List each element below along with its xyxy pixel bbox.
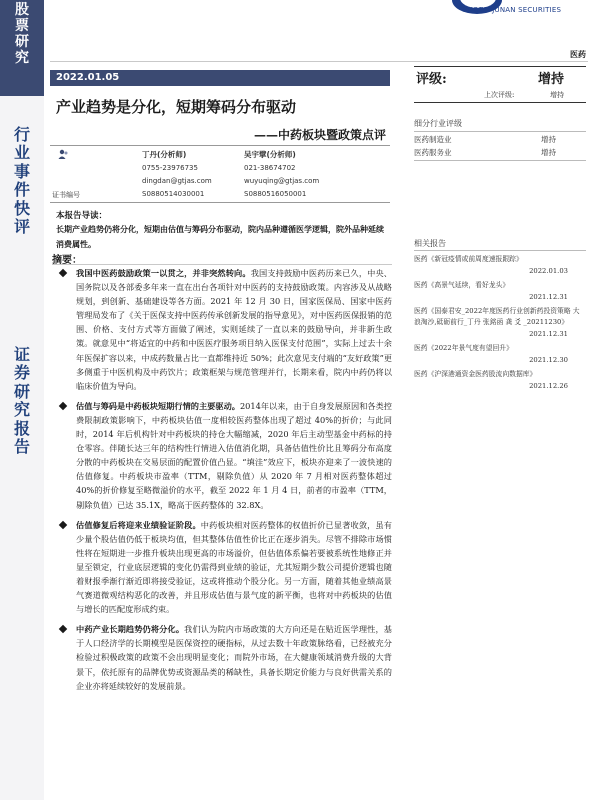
related-reports-rule bbox=[414, 250, 586, 251]
related-report-link[interactable]: 医药《高景气延续，看好龙头》 bbox=[414, 281, 510, 289]
analyst-top-rule bbox=[50, 145, 390, 146]
bullet-lead: 我国中医药鼓励政策一以贯之，并非突然转向。 bbox=[76, 268, 251, 278]
header-divider bbox=[50, 61, 588, 62]
analyst-bottom-rule bbox=[50, 202, 390, 203]
diamond-bullet-icon bbox=[59, 269, 67, 277]
sub-industry-rating: 增持 bbox=[541, 148, 556, 157]
analyst-name: 吴宇擘(分析师) bbox=[244, 150, 296, 159]
bullet-lead: 估值与筹码是中药板块短期行情的主要驱动。 bbox=[76, 400, 240, 411]
analyst-phone: 021-38674702 bbox=[244, 164, 296, 172]
bullet-lead: 中药产业长期趋势仍将分化。 bbox=[76, 624, 185, 635]
bullet-text: 我国支持鼓励中医药历来已久，中央、国务院以及各部委多年来一直在出台各项针对中医药的支持鼓励政策。内容涉及从战略规划，到创新、基础建设等各方面。2021 年 12 月 30 日，国家医保局、国家中医药管理局发布了《关于医保支持中医药传承创新发展的指导意见》，对中医药医保报销的范围、价格、支付方式等方面做了阐述，实则延续了一直以来的鼓励导向，并非新生政策。就意见中“将适宜的中药和中医医疗服务项目纳入医保支付范围”，实际上过去十余年医保扩容以来，中成药数量占比一直都维持近 50%；此次意见支付端的“友好政策”更多侧重于中医机构及中药饮片；政策框架与规范管理并行，长期来看，院内中药仍将以临床价值为导向。 bbox=[76, 268, 392, 391]
related-report-date: 2021.12.30 bbox=[529, 356, 568, 364]
related-report-date: 2021.12.31 bbox=[529, 330, 568, 338]
bullet-item bbox=[54, 266, 392, 393]
sidebar-label-event-review: 行 业 事 件 快 评 bbox=[13, 125, 30, 236]
analyst-email[interactable]: dingdan@gtjas.com bbox=[142, 177, 212, 185]
guide-title: 本报告导读： bbox=[56, 211, 108, 221]
previous-rating-label: 上次评级: bbox=[484, 91, 515, 99]
bullet-text: 中药板块相对医药整体的权值折价已显著收敛，虽有少量个股估值仍低于板块均值，但其整体估值性价比正在逐步消失。尽管不排除市场惯性将在短期进一步推升板块出现更高的市场溢价，但估值体系偏若要被系统性地修正并显至锁定，行业底层逻辑的变化仍需得到业绩的验证，尤其短期少数公司提价逻辑也随着财报季渐行渐近即将接受验证，这或将推动个股分化。另一方面，随着其他业绩高景气赛道微观结构恶化的改善，并且形成估值与景气度的新平衡，也将对中药板块的估值与增长的匹配度形成约束。 bbox=[76, 519, 392, 615]
sub-industry-rule bbox=[414, 160, 586, 161]
related-report-link[interactable]: 医药《2022年景气度有望回升》 bbox=[414, 344, 513, 352]
analyst-name: 丁丹(分析师) bbox=[142, 150, 187, 159]
related-report-date: 2021.12.31 bbox=[529, 293, 568, 301]
related-report-date: 2022.01.03 bbox=[529, 267, 568, 275]
left-sidebar bbox=[0, 0, 44, 800]
report-date-banner: 2022.01.05 bbox=[50, 70, 390, 86]
analyst-cert: S0880516050001 bbox=[244, 190, 307, 198]
diamond-bullet-icon bbox=[59, 625, 67, 633]
rating-label: 评级: bbox=[416, 72, 447, 87]
analyst-email[interactable]: wuyuqing@gtjas.com bbox=[244, 177, 320, 185]
analyst-phone: 0755-23976735 bbox=[142, 164, 198, 172]
rating-value: 增持 bbox=[537, 72, 564, 87]
related-report-link[interactable]: 医药《国泰君安_2022年度医药行业创新药投资策略 大浪淘沙,砥砺前行_丁丹 张銘函 龚 爻 _20211230》 bbox=[414, 307, 580, 326]
bullet-text: 我们认为院内市场政策的大方向还是在贴近医学理性，基于人口经济学的长期模型是医保资控的硬指标，从过去数十年政策脉络看，已经被充分检验过积极政策的政策不会出现明显变化；而院外市场，在大健康领域消费升级的大背景下，依托原有的品牌优势或资源品类的稀缺性，具备长期定价能力与良好供需关系的企业亦将延续较好的发展前景。 bbox=[76, 624, 392, 691]
rating-box bbox=[414, 66, 586, 99]
related-report-date: 2021.12.26 bbox=[529, 382, 568, 390]
sub-industry-title: 细分行业评级 bbox=[414, 119, 462, 128]
abstract-divider bbox=[52, 264, 392, 265]
cert-label: 证书编号 bbox=[52, 191, 80, 199]
sub-industry-rule bbox=[414, 131, 586, 132]
analyst-person-icon bbox=[58, 149, 68, 159]
company-logo bbox=[452, 0, 600, 18]
bullet-item bbox=[54, 622, 392, 692]
sub-industry-item bbox=[414, 147, 586, 158]
abstract-label: 摘要： bbox=[52, 255, 82, 266]
sub-industry-item bbox=[414, 134, 586, 145]
diamond-bullet-icon bbox=[59, 402, 67, 410]
related-reports-title: 相关报告 bbox=[414, 239, 446, 248]
bullet-text: 2014年以来，由于自身发展原因和各类控费限制政策影响下，中药板块估值一度相较医药整体出现了超过 40%的折价；与此同时，2014 年后机构针对中药板块的持仓大幅缩减，2020 年后主动型基金中药标的持仓零容。伴随长达三年的结构性行情进入估值消化期，具备估值性价比且筹码分布高度分散的中药板块在交易层面的配置价值凸显。“填洼”效应下，板块亦迎来了一波快速的估值修复。中药板块市盈率（TTM，剔除负值）从 2020 年 7 月相对医药整体超过 40%的折价修复至略微溢价的水平，截至 2022 年 1 月 4 日，前者的市盈率（TTM，剔除负值）已达 35.1X，略高于医药整体的 32.8X。 bbox=[76, 400, 392, 510]
analyst-cert: S0880514030001 bbox=[142, 190, 205, 198]
sector-tag: 医药 bbox=[570, 49, 586, 59]
report-subtitle: ——中药板块暨政策点评 bbox=[253, 128, 386, 142]
sidebar-label-stock-research: 股 票 研 究 bbox=[15, 2, 29, 67]
report-title: 产业趋势是分化，短期筹码分布驱动 bbox=[56, 98, 297, 116]
sub-industry-rating: 增持 bbox=[541, 135, 556, 144]
related-report-link[interactable]: 医药《沪深港通资金医药股流向数据库》 bbox=[414, 370, 537, 378]
logo-text: GUOTAI JUNAN SECURITIES bbox=[462, 6, 562, 14]
abstract-bullets bbox=[54, 266, 392, 693]
rating-bottom-rule bbox=[414, 102, 586, 103]
bullet-item bbox=[54, 518, 392, 617]
related-report-link[interactable]: 医药《新冠疫情或前周度速报跟踪》 bbox=[414, 255, 523, 263]
guide-text: 长期产业趋势仍将分化，短期由估值与筹码分布驱动，院内品种遵循医学逻辑，院外品种延续消费属性。 bbox=[56, 224, 384, 249]
sidebar-label-research-report: 证 券 研 究 报 告 bbox=[13, 345, 30, 456]
sub-industry-name: 医药服务业 bbox=[414, 148, 452, 157]
sub-industry-name: 医药制造业 bbox=[414, 135, 452, 144]
bullet-item bbox=[54, 399, 392, 512]
previous-rating-value: 增持 bbox=[550, 91, 564, 99]
related-reports-list bbox=[414, 254, 586, 395]
diamond-bullet-icon bbox=[59, 520, 67, 528]
rating-row bbox=[414, 66, 586, 86]
bullet-lead: 估值修复后将迎来业绩验证阶段。 bbox=[76, 519, 201, 530]
